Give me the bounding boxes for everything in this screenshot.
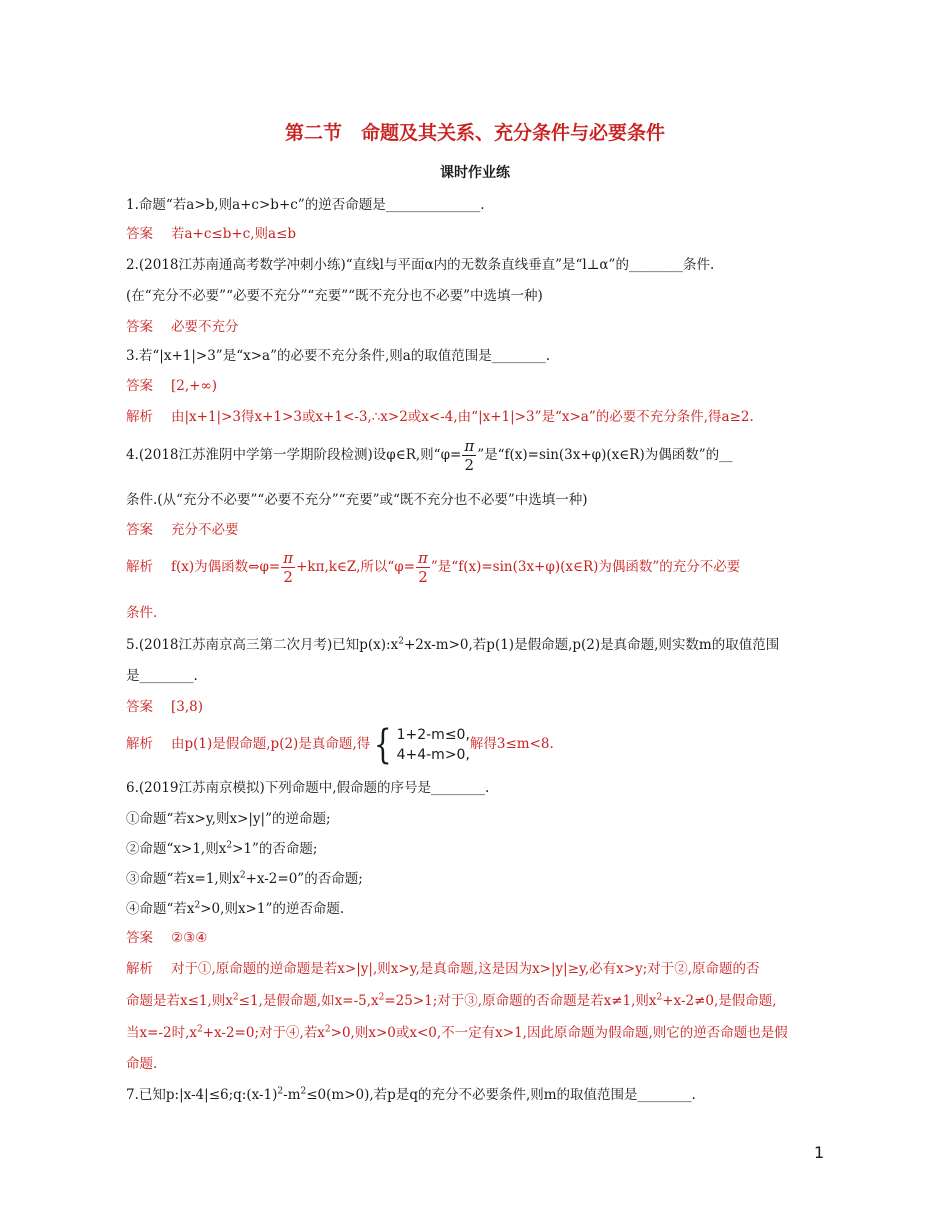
question-4-text-a: 4.(2018江苏淮阴中学第一学期阶段检测)设φ∈R,则“φ= <box>126 447 462 463</box>
q6-4-a: ④命题“若x <box>126 901 195 917</box>
question-4-note: 条件.(从“充分不必要”“必要不充分”“充要”或“既不充分也不必要”中选填一种) <box>126 492 588 508</box>
analysis-3-text: 由|x+1|>3得x+1>3或x+1<-3,∴x>2或x<-4,由“|x+1|>3”是“x>a”的必要不充分条件,得a≥2. <box>171 409 754 425</box>
answer-6 <box>126 929 207 947</box>
question-5-cont: 是________. <box>126 668 198 684</box>
analysis-6-line-2 <box>126 992 777 1010</box>
q6-2-b: >1”的否命题; <box>232 841 318 857</box>
question-6-item-4 <box>126 900 344 918</box>
question-5-text-a: 5.(2018江苏南京高三第二次月考)已知p(x):x <box>126 637 399 653</box>
question-3: 3.若“|x+1|>3”是“x>a”的必要不充分条件,则a的取值范围是________. <box>126 348 551 364</box>
question-2-note: (在“充分不必要”“必要不充分”“充要”“既不充分也不必要”中选填一种) <box>126 288 543 304</box>
question-1: 1.命题“若a>b,则a+c>b+c”的逆否命题是______________. <box>126 197 485 213</box>
analysis-6-text-a: 对于①,原命题的逆命题是若x>|y|,则x>y,是真命题,这是因为x>|y|≥y,必有x>y;对于②,原命题的否 <box>171 961 760 977</box>
q7-b: -m <box>283 1087 301 1103</box>
question-6-item-3 <box>126 870 363 888</box>
question-2: 2.(2018江苏南通高考数学冲刺小练)“直线l与平面α内的无数条直线垂直”是“l⊥α”的________条件. <box>126 257 715 273</box>
answer-label: 答案 <box>126 699 153 715</box>
superscript: 2 <box>398 636 404 647</box>
analysis-5-text-a: 由p(1)是假命题,p(2)是真命题,得 <box>171 736 371 752</box>
q6-2-a: ②命题“x>1,则x <box>126 841 227 857</box>
analysis-label: 解析 <box>126 559 153 575</box>
question-5 <box>126 636 779 654</box>
s6c-3: >0,则x>0或x<0,不一定有x>1,因此原命题为假命题,则它的逆否命题也是假 <box>330 1025 788 1041</box>
answer-1 <box>126 225 296 243</box>
superscript: 2 <box>277 1086 284 1097</box>
answer-2-text: 必要不充分 <box>171 319 239 335</box>
s6c-1: 当x=-2时,x <box>126 1025 197 1041</box>
superscript: 2 <box>226 840 233 851</box>
s6b-3: =25>1;对于③,原命题的否命题是若x≠1,则x <box>384 993 657 1009</box>
system-row-2: 4+4-m>0, <box>396 746 470 763</box>
answer-4-text: 充分不必要 <box>171 522 239 538</box>
question-6: 6.(2019江苏南京模拟)下列命题中,假命题的序号是________. <box>126 780 490 796</box>
answer-6-text: ②③④ <box>171 930 208 946</box>
superscript: 2 <box>300 1086 307 1097</box>
fraction-numerator: π <box>418 549 428 567</box>
answer-3-text: [2,+∞) <box>171 378 217 394</box>
question-4-text-b: ”是“f(x)=sin(3x+φ)(x∈R)为偶函数”的__ <box>477 447 733 463</box>
superscript: 2 <box>232 992 239 1003</box>
answer-1-text: 若a+c≤b+c,则a≤b <box>171 226 297 242</box>
q6-3-a: ③命题“若x=1,则x <box>126 871 240 887</box>
fraction-pi-over-2 <box>281 549 295 586</box>
answer-2 <box>126 318 239 336</box>
answer-3 <box>126 377 217 395</box>
analysis-label: 解析 <box>126 409 153 425</box>
s6b-1: 命题是若x≤1,则x <box>126 993 233 1009</box>
left-brace-icon: { <box>373 721 392 768</box>
answer-5 <box>126 698 203 716</box>
fraction-denominator: 2 <box>418 568 428 586</box>
analysis-label: 解析 <box>126 961 153 977</box>
analysis-4-text-a: f(x)为偶函数⇔φ= <box>171 559 281 575</box>
analysis-6-line-1 <box>126 960 760 978</box>
answer-label: 答案 <box>126 930 153 946</box>
superscript: 2 <box>378 992 385 1003</box>
analysis-4-text-b: +kπ,k∈Z,所以“φ= <box>296 559 416 575</box>
superscript: 2 <box>324 1024 331 1035</box>
fraction-numerator: π <box>283 549 294 567</box>
s6b-2: ≤1,是假命题,如x=-5,x <box>238 993 379 1009</box>
question-6-item-1: ①命题“若x>y,则x>|y|”的逆命题; <box>126 811 331 827</box>
question-7 <box>126 1086 696 1104</box>
analysis-6-line-4: 命题. <box>126 1056 158 1072</box>
superscript: 2 <box>196 1024 203 1035</box>
fraction-numerator: π <box>464 437 475 455</box>
analysis-5-text-b: 解得3≤m<8. <box>469 736 554 752</box>
answer-4 <box>126 521 239 539</box>
answer-label: 答案 <box>126 522 153 538</box>
superscript: 2 <box>194 900 201 911</box>
analysis-label: 解析 <box>126 736 153 752</box>
s6c-2: +x-2=0;对于④,若x <box>202 1025 325 1041</box>
fraction-denominator: 2 <box>464 456 475 474</box>
question-5-text-b: +2x-m>0,若p(1)是假命题,p(2)是真命题,则实数m的取值范围 <box>403 637 780 653</box>
fraction-pi-over-2 <box>416 549 430 586</box>
page-number: 1 <box>814 1143 825 1162</box>
q7-c: ≤0(m>0),若p是q的充分不必要条件,则m的取值范围是________. <box>306 1087 696 1103</box>
analysis-3 <box>126 408 754 426</box>
section-subtitle: 课时作业练 <box>440 165 510 181</box>
fraction-pi-over-2 <box>462 437 476 474</box>
analysis-4-end: 条件. <box>126 605 158 621</box>
s6b-4: +x-2≠0,是假命题, <box>662 993 777 1009</box>
answer-label: 答案 <box>126 226 153 242</box>
q6-4-b: >0,则x>1”的逆否命题. <box>200 901 345 917</box>
superscript: 2 <box>239 870 246 881</box>
answer-label: 答案 <box>126 378 153 394</box>
answer-5-text: [3,8) <box>171 699 204 715</box>
question-4 <box>126 437 733 474</box>
answer-label: 答案 <box>126 319 153 335</box>
q7-a: 7.已知p:|x-4|≤6;q:(x-1) <box>126 1087 278 1103</box>
section-title: 第二节 命题及其关系、充分条件与必要条件 <box>284 122 665 144</box>
fraction-denominator: 2 <box>283 568 293 586</box>
analysis-5 <box>126 721 554 768</box>
system-row-1: 1+2-m≤0, <box>396 726 470 743</box>
analysis-4 <box>126 549 740 586</box>
question-6-item-2 <box>126 840 317 858</box>
q6-3-b: +x-2=0”的否命题; <box>245 871 363 887</box>
inequality-system <box>370 721 470 768</box>
superscript: 2 <box>656 992 663 1003</box>
analysis-4-text-c: ”是“f(x)=sin(3x+φ)(x∈R)为偶函数”的充分不必要 <box>430 559 741 575</box>
analysis-6-line-3 <box>126 1024 788 1042</box>
